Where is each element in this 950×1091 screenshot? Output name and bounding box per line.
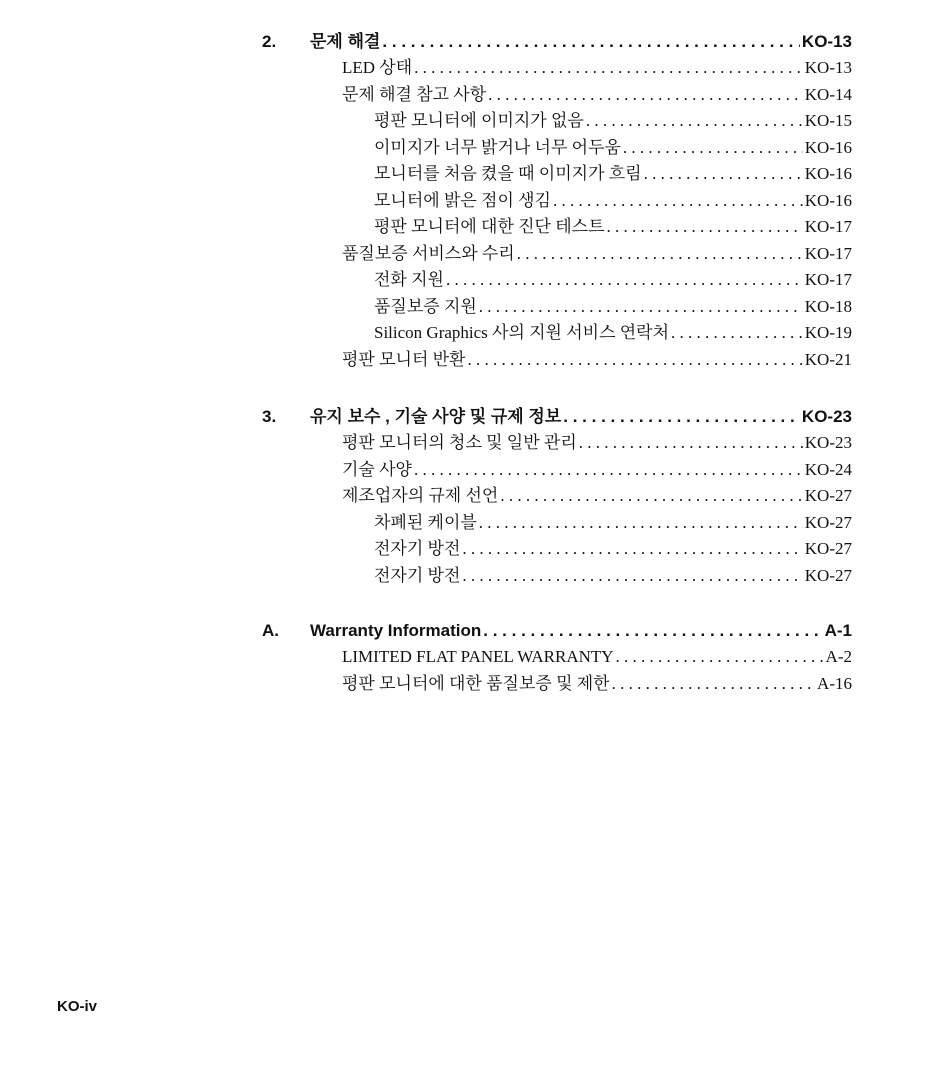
toc-entry[interactable]: [262, 188, 852, 215]
toc-entry[interactable]: [262, 161, 852, 188]
dot-leader: [671, 320, 803, 347]
toc-entry[interactable]: [262, 108, 852, 135]
page-footer-label: KO-iv: [57, 998, 98, 1015]
toc-entry[interactable]: [262, 483, 852, 510]
dot-leader: [616, 644, 824, 671]
dot-leader: [467, 347, 802, 374]
toc-chapter-2: [262, 29, 852, 373]
chapter-number: A.: [262, 621, 279, 640]
toc-entry[interactable]: [262, 457, 852, 484]
dot-leader: [644, 161, 803, 188]
entry-page-number: A-2: [825, 647, 852, 666]
dot-leader: [517, 241, 803, 268]
toc-entry[interactable]: [262, 267, 852, 294]
dot-leader: [479, 294, 803, 321]
entry-title: 기술 사양: [342, 459, 412, 479]
entry-page-number: KO-17: [804, 243, 852, 263]
entry-page-number: KO-16: [804, 137, 852, 157]
entry-title: 품질보증 서비스와 수리: [342, 243, 515, 263]
toc-chapter-3: [262, 404, 852, 589]
toc-entry[interactable]: [262, 135, 852, 162]
toc-entry[interactable]: [262, 294, 852, 321]
toc-entry[interactable]: [262, 347, 852, 374]
chapter-number: 2.: [262, 32, 277, 51]
entry-page-number: KO-27: [804, 512, 852, 532]
entry-title: 차폐된 케이블: [374, 512, 477, 532]
dot-leader: [414, 457, 803, 484]
entry-page-number: KO-16: [804, 190, 852, 210]
dot-leader: [462, 563, 802, 590]
chapter-number: 3.: [262, 407, 277, 426]
entry-title: 평판 모니터에 이미지가 없음: [374, 111, 584, 130]
toc-entry[interactable]: [262, 510, 852, 537]
dot-leader: [579, 430, 803, 457]
dot-leader: [623, 135, 803, 162]
entry-title: 평판 모니터에 대한 진단 테스트: [374, 217, 605, 236]
dot-leader: [479, 510, 803, 537]
dot-leader: [483, 618, 822, 644]
dot-leader: [607, 214, 803, 241]
entry-title: 전자기 방전: [374, 565, 461, 585]
entry-title: 이미지가 너무 밝거나 너무 어두움: [374, 137, 621, 157]
toc-entry[interactable]: [262, 671, 852, 698]
entry-page-number: KO-14: [804, 84, 852, 104]
entry-title: LIMITED FLAT PANEL WARRANTY: [342, 647, 614, 666]
chapter-heading[interactable]: [262, 618, 852, 644]
entry-title: 품질보증 지원: [374, 296, 477, 316]
entry-title: Silicon Graphics 사의 지원 서비스 연락처: [374, 323, 670, 342]
toc-entry[interactable]: [262, 214, 852, 241]
entry-title: 전자기 방전: [374, 539, 461, 558]
dot-leader: [553, 188, 803, 215]
entry-title: 전화 지원: [374, 270, 444, 289]
chapter-page-number: KO-23: [801, 407, 852, 426]
chapter-heading[interactable]: [262, 404, 852, 430]
entry-page-number: KO-27: [804, 565, 852, 585]
toc-entry[interactable]: [262, 82, 852, 109]
chapter-page-number: KO-13: [801, 32, 852, 51]
entry-title: 제조업자의 규제 선언: [342, 486, 499, 505]
entry-page-number: KO-23: [804, 433, 852, 452]
dot-leader: [500, 483, 802, 510]
entry-page-number: KO-17: [804, 270, 852, 289]
entry-title: 평판 모니터 반환: [342, 349, 466, 369]
chapter-title: Warranty Information: [310, 621, 482, 640]
entry-page-number: KO-24: [804, 459, 852, 479]
toc-entry[interactable]: [262, 430, 852, 457]
entry-page-number: A-16: [817, 673, 852, 693]
dot-leader: [414, 55, 803, 82]
toc-entry[interactable]: [262, 320, 852, 347]
chapter-title: 유지 보수 , 기술 사양 및 규제 정보: [310, 407, 562, 426]
chapter-page-number: A-1: [824, 621, 852, 640]
chapter-title: 문제 해결: [310, 32, 381, 51]
toc-entry[interactable]: [262, 563, 852, 590]
dot-leader: [586, 108, 803, 135]
toc-appendix-a: [262, 618, 852, 697]
entry-title: LED 상태: [342, 58, 413, 77]
dot-leader: [462, 536, 802, 563]
toc-entry[interactable]: [262, 536, 852, 563]
entry-page-number: KO-18: [804, 296, 852, 316]
dot-leader: [382, 29, 800, 55]
entry-title: 평판 모니터에 대한 품질보증 및 제한: [342, 673, 610, 693]
entry-title: 평판 모니터의 청소 및 일반 관리: [342, 433, 577, 452]
entry-title: 모니터에 밝은 점이 생김: [374, 190, 551, 210]
chapter-heading[interactable]: [262, 29, 852, 55]
dot-leader: [488, 82, 803, 109]
dot-leader: [446, 267, 803, 294]
entry-title: 문제 해결 참고 사항: [342, 84, 487, 104]
entry-page-number: KO-27: [804, 539, 852, 558]
entry-page-number: KO-13: [804, 58, 852, 77]
entry-page-number: KO-15: [804, 111, 852, 130]
dot-leader: [612, 671, 815, 698]
toc-entry[interactable]: [262, 55, 852, 82]
entry-page-number: KO-27: [804, 486, 852, 505]
dot-leader: [563, 404, 800, 430]
entry-page-number: KO-19: [804, 323, 852, 342]
entry-title: 모니터를 처음 켰을 때 이미지가 흐림: [374, 164, 642, 183]
toc-entry[interactable]: [262, 241, 852, 268]
entry-page-number: KO-21: [804, 349, 852, 369]
toc-entry[interactable]: [262, 644, 852, 671]
entry-page-number: KO-16: [804, 164, 852, 183]
entry-page-number: KO-17: [804, 217, 852, 236]
